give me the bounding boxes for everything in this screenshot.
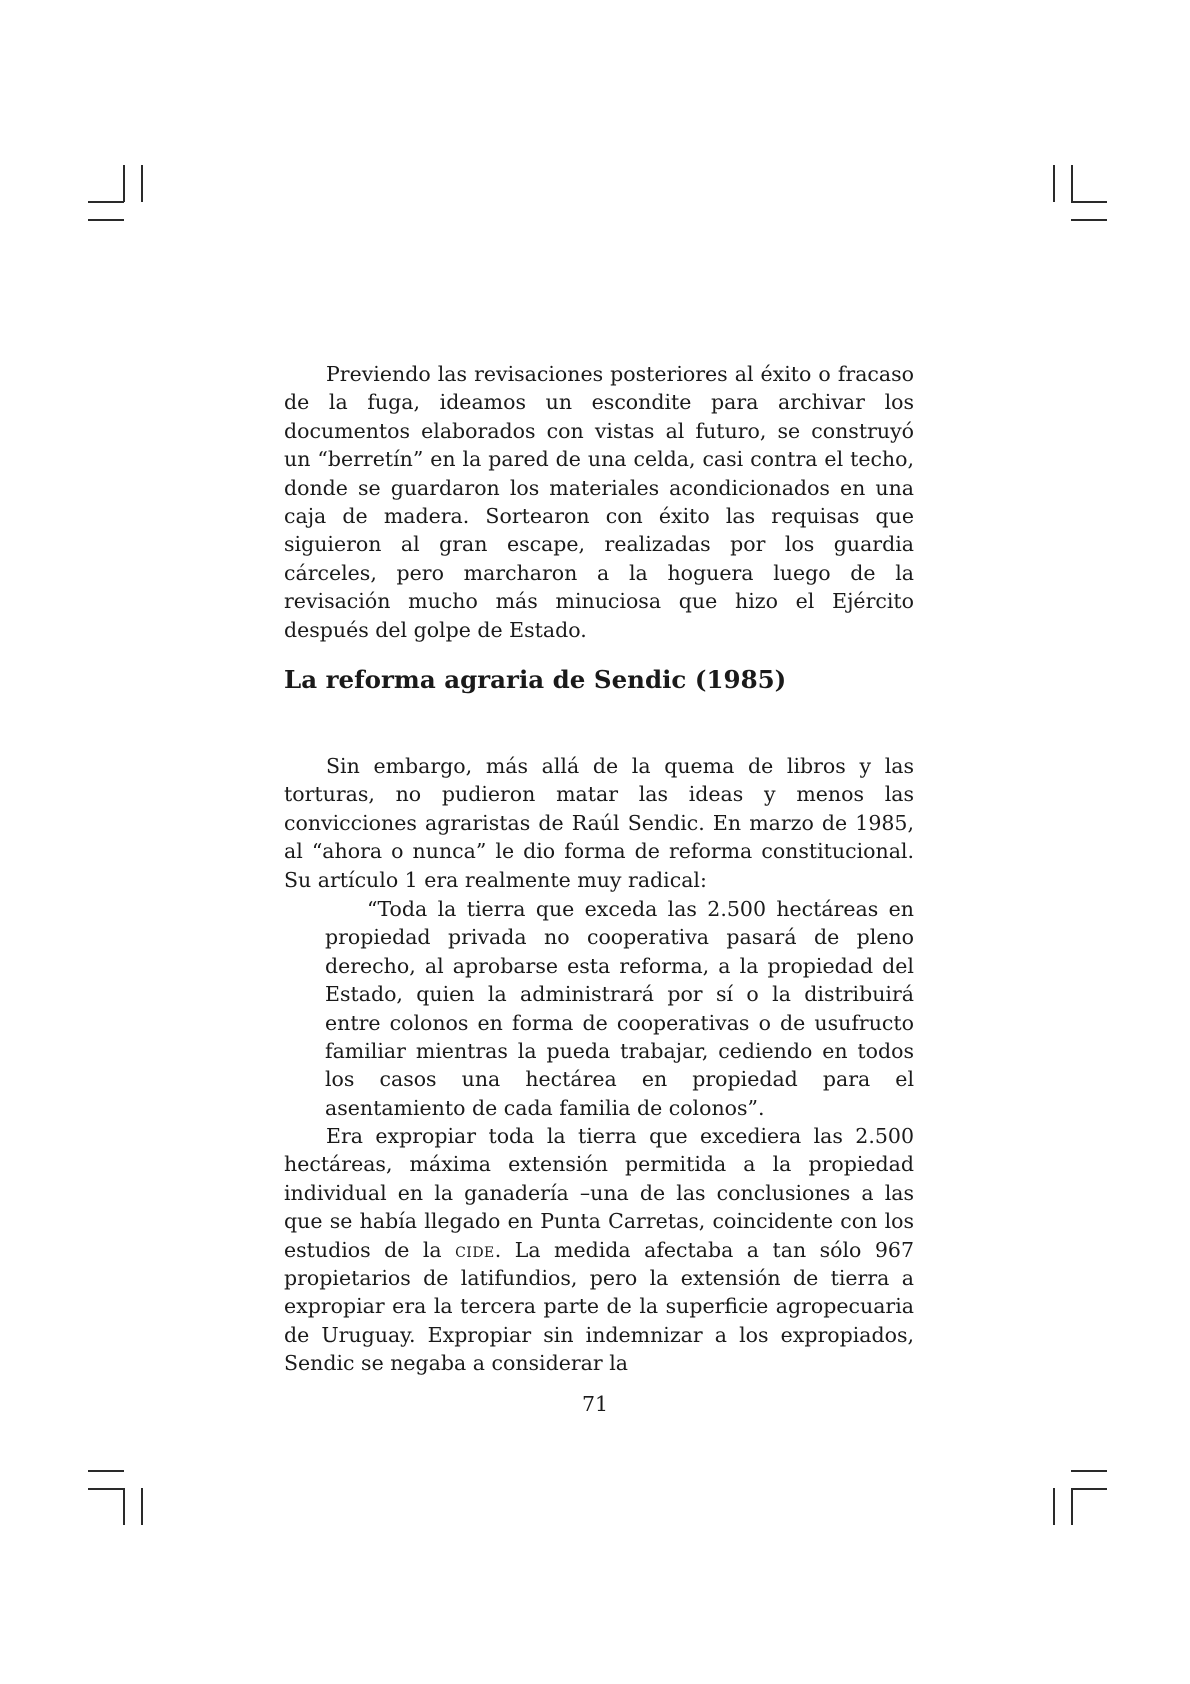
crop-mark-top-left-vertical — [123, 165, 125, 202]
crop-mark-top-left-horizontal-outer — [88, 219, 124, 221]
crop-mark-top-left-vertical-outer — [141, 165, 143, 202]
crop-mark-top-right-vertical-outer — [1053, 165, 1055, 202]
page-number: 71 — [581, 1392, 609, 1416]
paragraph-expropriation — [284, 1122, 914, 1378]
paragraph-text-after-acronym: . La medida afectaba a tan sólo 967 propietarios de latifundios, pero la extensión de tierra a expropiar era la tercera parte de la superficie agropecuaria de Uruguay. Expropiar sin indemnizar a los expropiados, Sendic se negaba a considerar la — [284, 1237, 914, 1376]
acronym-cide: cide — [455, 1237, 495, 1262]
block-quote-article-1: “Toda la tierra que exceda las 2.500 hectáreas en propiedad privada no cooperativa pasará de pleno derecho, al aprobarse esta reforma, a la propiedad del Estado, quien la administrará por sí o la distribuirá entre colonos en forma de cooperativas o de usufructo familiar mientras la pueda trabajar, cediendo en todos los casos una hectárea en propiedad para el asentamiento de cada familia de colonos”. — [325, 897, 914, 1120]
crop-mark-bottom-right-vertical-outer — [1053, 1488, 1055, 1525]
paragraph-text-before-acronym: Era expropiar toda la tierra que excediera las 2.500 hectáreas, máxima extensión permitida a la propiedad individual en la ganadería –una de las conclusiones a las que se había llegado en Punta Carretas, coincidente con los estudios de la — [284, 1124, 914, 1262]
crop-mark-bottom-left-horizontal-outer — [88, 1470, 124, 1472]
crop-mark-bottom-right-horizontal-outer — [1071, 1470, 1107, 1472]
paragraph-escape-documents: Previendo las revisaciones posteriores al éxito o fracaso de la fuga, ideamos un escondite para archivar los documentos elaborados con vistas al futuro, se construyó un “berretín” en la pared de una celda, casi contra el techo, donde se guardaron los materiales acondicionados en una caja de madera. Sortearon con éxito las requisas que siguieron al gran escape, realizadas por los guardia cárceles, pero marcharon a la hoguera luego de la revisación mucho más minuciosa que hizo el Ejército después del golpe de Estado. — [284, 362, 914, 642]
crop-mark-bottom-right-horizontal — [1071, 1488, 1107, 1490]
crop-mark-top-right-horizontal — [1071, 201, 1107, 203]
section-heading: La reforma agraria de Sendic (1985) — [284, 665, 787, 694]
crop-mark-top-right-vertical — [1071, 165, 1073, 202]
crop-mark-bottom-right-vertical — [1071, 1488, 1073, 1525]
crop-mark-bottom-left-horizontal — [88, 1488, 124, 1490]
crop-mark-bottom-left-vertical-outer — [141, 1488, 143, 1525]
crop-mark-bottom-left-vertical — [123, 1488, 125, 1525]
paragraph-agrarian-reform-intro: Sin embargo, más allá de la quema de libros y las torturas, no pudieron matar las ideas y menos las convicciones agraristas de Raúl Sendic. En marzo de 1985, al “ahora o nunca” le dio forma de reforma constitucional. Su artículo 1 era realmente muy radical: — [284, 754, 914, 892]
crop-mark-top-left-horizontal — [88, 201, 124, 203]
crop-mark-top-right-horizontal-outer — [1071, 219, 1107, 221]
